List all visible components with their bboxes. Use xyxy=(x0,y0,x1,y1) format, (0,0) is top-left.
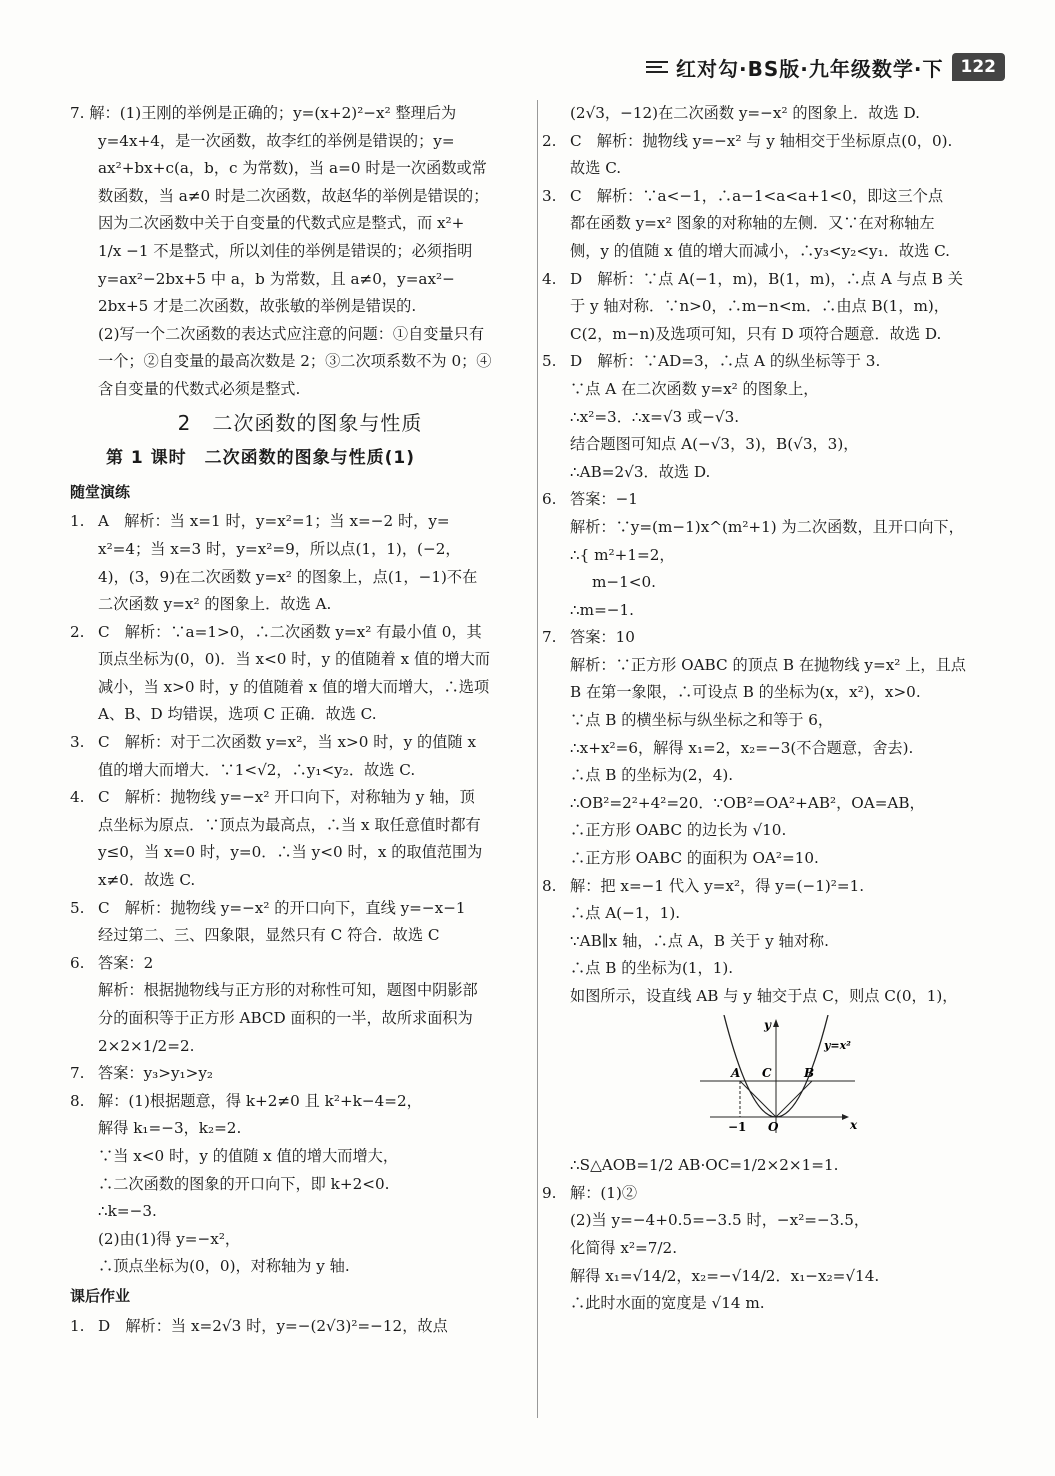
left-column xyxy=(70,100,530,1340)
answer-line: 减小，当 x>0 时，y 的值随着 x 值的增大而增大，∴选项 xyxy=(98,677,490,696)
answer-line: 结合题图可知点 A(−√3，3)，B(√3，3)， xyxy=(570,435,859,454)
parabola-figure xyxy=(700,1015,865,1139)
q7-line: (2)写一个二次函数的表达式应注意的问题：①自变量只有 xyxy=(98,324,485,343)
x-axis-arrow xyxy=(842,1114,849,1120)
answer-item: 6. 答案：2 xyxy=(70,953,154,972)
answer-item: 9. 解：(1)② xyxy=(542,1183,638,1202)
answer-item: 5. C 解析：抛物线 y=−x² 的开口向下，直线 y=−x−1 xyxy=(70,898,466,917)
q7-line: ax²+bx+c(a，b，c 为常数)，当 a=0 时是一次函数或常 xyxy=(98,159,487,178)
segment-ao xyxy=(740,1081,776,1117)
answer-line: x²=4；当 x=3 时，y=x²=9，所以点(1，1)，(−2， xyxy=(98,539,461,558)
answer-line: ∴正方形 OABC 的面积为 OA²=10. xyxy=(570,849,819,868)
answer-line: ∴OB²=2²+4²=20．∵OB²=OA²+AB²，OA=AB， xyxy=(570,793,925,812)
answer-item: 6. 答案：−1 xyxy=(542,490,638,509)
answer-item: 3. C 解析：对于二次函数 y=x²，当 x>0 时，y 的值随 x xyxy=(70,733,477,752)
label-b: B xyxy=(804,1065,815,1080)
segment-bo xyxy=(776,1081,812,1117)
book-title: 红对勾·BS版·九年级数学·下 xyxy=(676,56,944,81)
q7-line: 因为二次函数中关于自变量的代数式应是整式，而 x²+ xyxy=(98,214,465,233)
answer-item: 1. D 解析：当 x=2√3 时，y=−(2√3)²=−12，故点 xyxy=(70,1316,448,1335)
answer-line: ∵AB∥x 轴，∴点 A，B 关于 y 轴对称. xyxy=(570,931,829,950)
label-o: O xyxy=(768,1119,779,1134)
q7-line: y=4x+4，是一次函数，故李红的举例是错误的；y= xyxy=(98,131,455,150)
answer-line: 解析：∵y=(m−1)x^(m²+1) 为二次函数，且开口向下， xyxy=(570,517,964,536)
answer-line: 解析：∵正方形 OABC 的顶点 B 在抛物线 y=x² 上，且点 xyxy=(570,655,966,674)
answer-line: C(2，m−n)及选项可知，只有 D 项符合题意．故选 D. xyxy=(570,324,942,343)
right-column xyxy=(542,100,1004,1318)
answer-line: 解得 k₁=−3，k₂=2. xyxy=(98,1119,242,1138)
lesson-title: 第 1 课时 二次函数的图象与性质(1) xyxy=(106,448,416,469)
q7-line: 7. 解：(1)王刚的举例是正确的；y=(x+2)²−x² 整理后为 xyxy=(70,104,457,122)
answer-line: 分的面积等于正方形 ABCD 面积的一半，故所求面积为 xyxy=(98,1009,473,1027)
answer-line: 如图所示，设直线 AB 与 y 轴交于点 C，则点 C(0，1)， xyxy=(570,987,958,1005)
label-neg-one: −1 xyxy=(728,1119,747,1134)
q7-line: 2bx+5 才是二次函数，故张敏的举例是错误的. xyxy=(98,297,417,316)
answer-line: 故选 C. xyxy=(570,159,622,178)
q7-line: 含自变量的代数式必须是整式. xyxy=(98,379,301,398)
answer-line: ∴点 B 的坐标为(1，1). xyxy=(570,959,734,978)
label-x: x xyxy=(850,1117,858,1132)
header-decoration xyxy=(646,61,668,73)
answer-item: 3. C 解析：∵a<−1，∴a−1<a<a+1<0，即这三个点 xyxy=(542,186,944,205)
answer-line: y≤0，当 x=0 时，y=0．∴当 y<0 时，x 的取值范围为 xyxy=(98,843,483,862)
answer-item: 5. D 解析：∵AD=3，∴点 A 的纵坐标等于 3. xyxy=(542,352,881,371)
answer-item: 2. C 解析：抛物线 y=−x² 与 y 轴相交于坐标原点(0，0). xyxy=(542,131,953,150)
answer-line: ∴此时水面的宽度是 √14 m. xyxy=(570,1294,765,1313)
answer-line: 点坐标为原点．∵顶点为最高点，∴当 x 取任意值时都有 xyxy=(98,815,481,834)
q7-line: 数函数，当 a≠0 时是二次函数，故赵华的举例是错误的； xyxy=(98,186,489,205)
answer-item: 2. C 解析：∵a=1>0，∴二次函数 y=x² 有最小值 0，其 xyxy=(70,622,482,641)
page-header xyxy=(646,52,1005,82)
answer-line: ∴点 B 的坐标为(2，4). xyxy=(570,766,734,785)
answer-line: 解析：根据抛物线与正方形的对称性可知，题图中阴影部 xyxy=(98,981,478,1000)
answer-line: ∴S△AOB=1/2 AB·OC=1/2×2×1=1. xyxy=(570,1156,839,1175)
answer-line: ∴m=−1. xyxy=(570,600,635,619)
answer-line: A、B、D 均错误，选项 C 正确．故选 C. xyxy=(98,705,377,724)
answer-line: ∴AB=2√3．故选 D. xyxy=(570,462,711,481)
page-number: 122 xyxy=(952,53,1006,81)
q7-line: y=ax²−2bx+5 中 a，b 为常数，且 a≠0，y=ax²− xyxy=(98,269,455,288)
answer-item: 4. C 解析：抛物线 y=−x² 开口向下，对称轴为 y 轴，顶 xyxy=(70,788,475,807)
q7-line: 1/x −1 不是整式，所以刘佳的举例是错误的；必须指明 xyxy=(98,241,473,260)
answer-line: ∴点 A(−1，1). xyxy=(570,904,681,923)
answer-item: 7. 答案：10 xyxy=(542,628,635,647)
answer-item: 8. 解：(1)根据题意，得 k+2≠0 且 k²+k−4=2， xyxy=(70,1091,422,1110)
answer-line: ∴x²=3．∴x=√3 或−√3. xyxy=(570,407,740,426)
y-axis-arrow xyxy=(773,1019,779,1027)
label-a: A xyxy=(731,1065,741,1080)
answer-line: ∴二次函数的图象的开口向下，即 k+2<0. xyxy=(98,1174,390,1193)
answer-line: 侧，y 的值随 x 值的增大而减小，∴y₃<y₂<y₁．故选 C. xyxy=(570,241,951,260)
answer-line: ∴x+x²=6，解得 x₁=2，x₂=−3(不合题意，舍去). xyxy=(570,738,914,757)
answer-line: 4)，(3，9)在二次函数 y=x² 的图象上，点(1，−1)不在 xyxy=(98,567,478,586)
answer-line: ∵点 A 在二次函数 y=x² 的图象上， xyxy=(570,379,819,398)
section-title: 2 二次函数的图象与性质 xyxy=(177,410,423,435)
answer-line: ∴正方形 OABC 的边长为 √10. xyxy=(570,821,787,840)
answer-line: 经过第二、三、四象限，显然只有 C 符合．故选 C xyxy=(98,926,440,945)
answer-line: (2)当 y=−4+0.5=−3.5 时，−x²=−3.5， xyxy=(570,1211,870,1230)
answer-line: 值的增大而增大．∵1<√2，∴y₁<y₂．故选 C. xyxy=(98,760,416,779)
answer-line: ∵点 B 的横坐标与纵坐标之和等于 6， xyxy=(570,711,834,730)
curve-label: y=x² xyxy=(824,1038,851,1052)
answer-line: ∴顶点坐标为(0，0)，对称轴为 y 轴. xyxy=(98,1257,350,1276)
answer-line: 二次函数 y=x² 的图象上．故选 A. xyxy=(98,595,332,614)
answer-line: ∴{ m²+1=2， xyxy=(570,545,675,564)
answer-line: ∵当 x<0 时，y 的值随 x 值的增大而增大， xyxy=(98,1146,399,1165)
answer-line: 顶点坐标为(0，0)．当 x<0 时，y 的值随着 x 值的增大而 xyxy=(98,650,490,669)
answer-line: 化简得 x²=7/2. xyxy=(570,1238,678,1257)
answer-item: 1. A 解析：当 x=1 时，y=x²=1；当 x=−2 时，y= xyxy=(70,512,450,531)
answer-line: (2√3，−12)在二次函数 y=−x² 的图象上．故选 D. xyxy=(570,104,920,122)
subsection-heading: 课后作业 xyxy=(70,1286,131,1305)
label-y: y xyxy=(764,1017,771,1032)
column-divider xyxy=(537,100,538,1418)
answer-line: ∴k=−3. xyxy=(98,1202,157,1221)
subsection-heading: 随堂演练 xyxy=(70,482,131,501)
answer-line: 都在函数 y=x² 图象的对称轴的左侧．又∵在对称轴左 xyxy=(570,214,935,233)
answer-item: 7. 答案：y₃>y₁>y₂ xyxy=(70,1064,214,1083)
answer-line: (2)由(1)得 y=−x²， xyxy=(98,1229,241,1248)
answer-item: 8. 解：把 x=−1 代入 y=x²，得 y=(−1)²=1. xyxy=(542,876,865,895)
answer-line: m−1<0. xyxy=(592,573,657,592)
answer-item: 4. D 解析：∵点 A(−1，m)，B(1，m)，∴点 A 与点 B 关 xyxy=(542,269,963,288)
answer-line: x≠0．故选 C. xyxy=(98,871,196,890)
q7-line: 一个；②自变量的最高次数是 2；③二次项系数不为 0；④ xyxy=(98,352,492,371)
answer-line: B 在第一象限，∴可设点 B 的坐标为(x，x²)，x>0. xyxy=(570,683,921,702)
answer-line: 2×2×1/2=2. xyxy=(98,1036,195,1055)
answer-line: 于 y 轴对称．∵n>0，∴m−n<m．∴由点 B(1，m)， xyxy=(570,297,949,316)
label-c: C xyxy=(762,1065,772,1080)
answer-line: 解得 x₁=√14/2，x₂=−√14/2．x₁−x₂=√14. xyxy=(570,1266,880,1285)
